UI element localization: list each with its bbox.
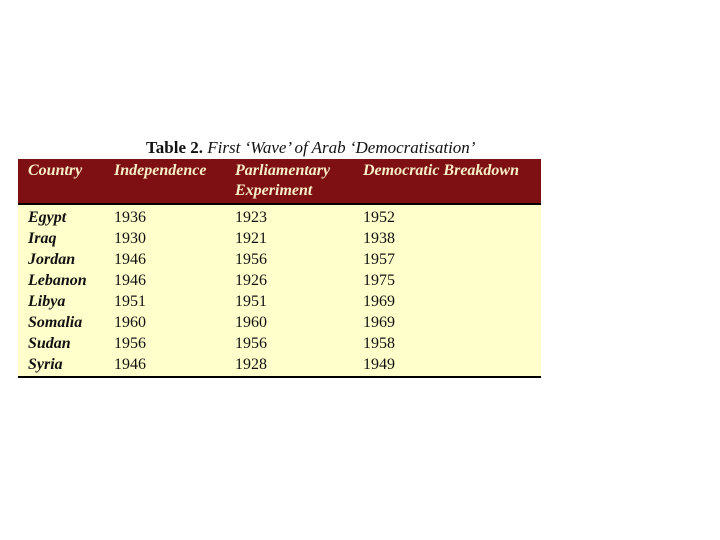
table-row xyxy=(18,270,541,291)
header-breakdown: Democratic Breakdown xyxy=(363,162,519,179)
independence-cell: 1960 xyxy=(114,314,146,331)
table-number: Table 2. xyxy=(146,138,204,157)
independence-cell: 1946 xyxy=(114,251,146,268)
breakdown-cell: 1975 xyxy=(363,272,395,289)
header-independence: Independence xyxy=(114,162,207,179)
country-cell: Egypt xyxy=(28,209,67,226)
parliamentary-cell: 1956 xyxy=(235,251,267,268)
country-cell: Sudan xyxy=(28,335,71,352)
parliamentary-cell: 1951 xyxy=(235,293,267,310)
country-cell: Lebanon xyxy=(28,272,87,289)
independence-cell: 1946 xyxy=(114,272,146,289)
table-row xyxy=(18,207,541,228)
table-row xyxy=(18,312,541,333)
table-body xyxy=(18,205,541,378)
breakdown-cell: 1969 xyxy=(363,314,395,331)
country-cell: Somalia xyxy=(28,314,83,331)
table-row xyxy=(18,333,541,354)
independence-cell: 1946 xyxy=(114,356,146,373)
independence-cell: 1956 xyxy=(114,335,146,352)
header-parliamentary xyxy=(235,161,330,201)
parliamentary-cell: 1921 xyxy=(235,230,267,247)
independence-cell: 1951 xyxy=(114,293,146,310)
parliamentary-cell: 1926 xyxy=(235,272,267,289)
parliamentary-cell: 1960 xyxy=(235,314,267,331)
table-row xyxy=(18,249,541,270)
independence-cell: 1936 xyxy=(114,209,146,226)
breakdown-cell: 1938 xyxy=(363,230,395,247)
breakdown-cell: 1952 xyxy=(363,209,395,226)
breakdown-cell: 1949 xyxy=(363,356,395,373)
table-header xyxy=(18,159,541,203)
parliamentary-cell: 1956 xyxy=(235,335,267,352)
breakdown-cell: 1958 xyxy=(363,335,395,352)
table-row xyxy=(18,228,541,249)
header-parliamentary-line2: Experiment xyxy=(235,182,313,199)
country-cell: Iraq xyxy=(28,230,57,247)
independence-cell: 1930 xyxy=(114,230,146,247)
country-cell: Syria xyxy=(28,356,63,373)
data-table xyxy=(18,159,541,378)
table-row xyxy=(18,291,541,312)
country-cell: Libya xyxy=(28,293,66,310)
breakdown-cell: 1957 xyxy=(363,251,395,268)
table-caption xyxy=(146,138,546,158)
header-country: Country xyxy=(28,162,83,179)
country-cell: Jordan xyxy=(28,251,76,268)
parliamentary-cell: 1923 xyxy=(235,209,267,226)
header-parliamentary-line1: Parliamentary xyxy=(235,162,331,179)
table-row xyxy=(18,354,541,375)
table-title: First ‘Wave’ of Arab ‘Democratisation’ xyxy=(207,138,476,157)
breakdown-cell: 1969 xyxy=(363,293,395,310)
parliamentary-cell: 1928 xyxy=(235,356,267,373)
